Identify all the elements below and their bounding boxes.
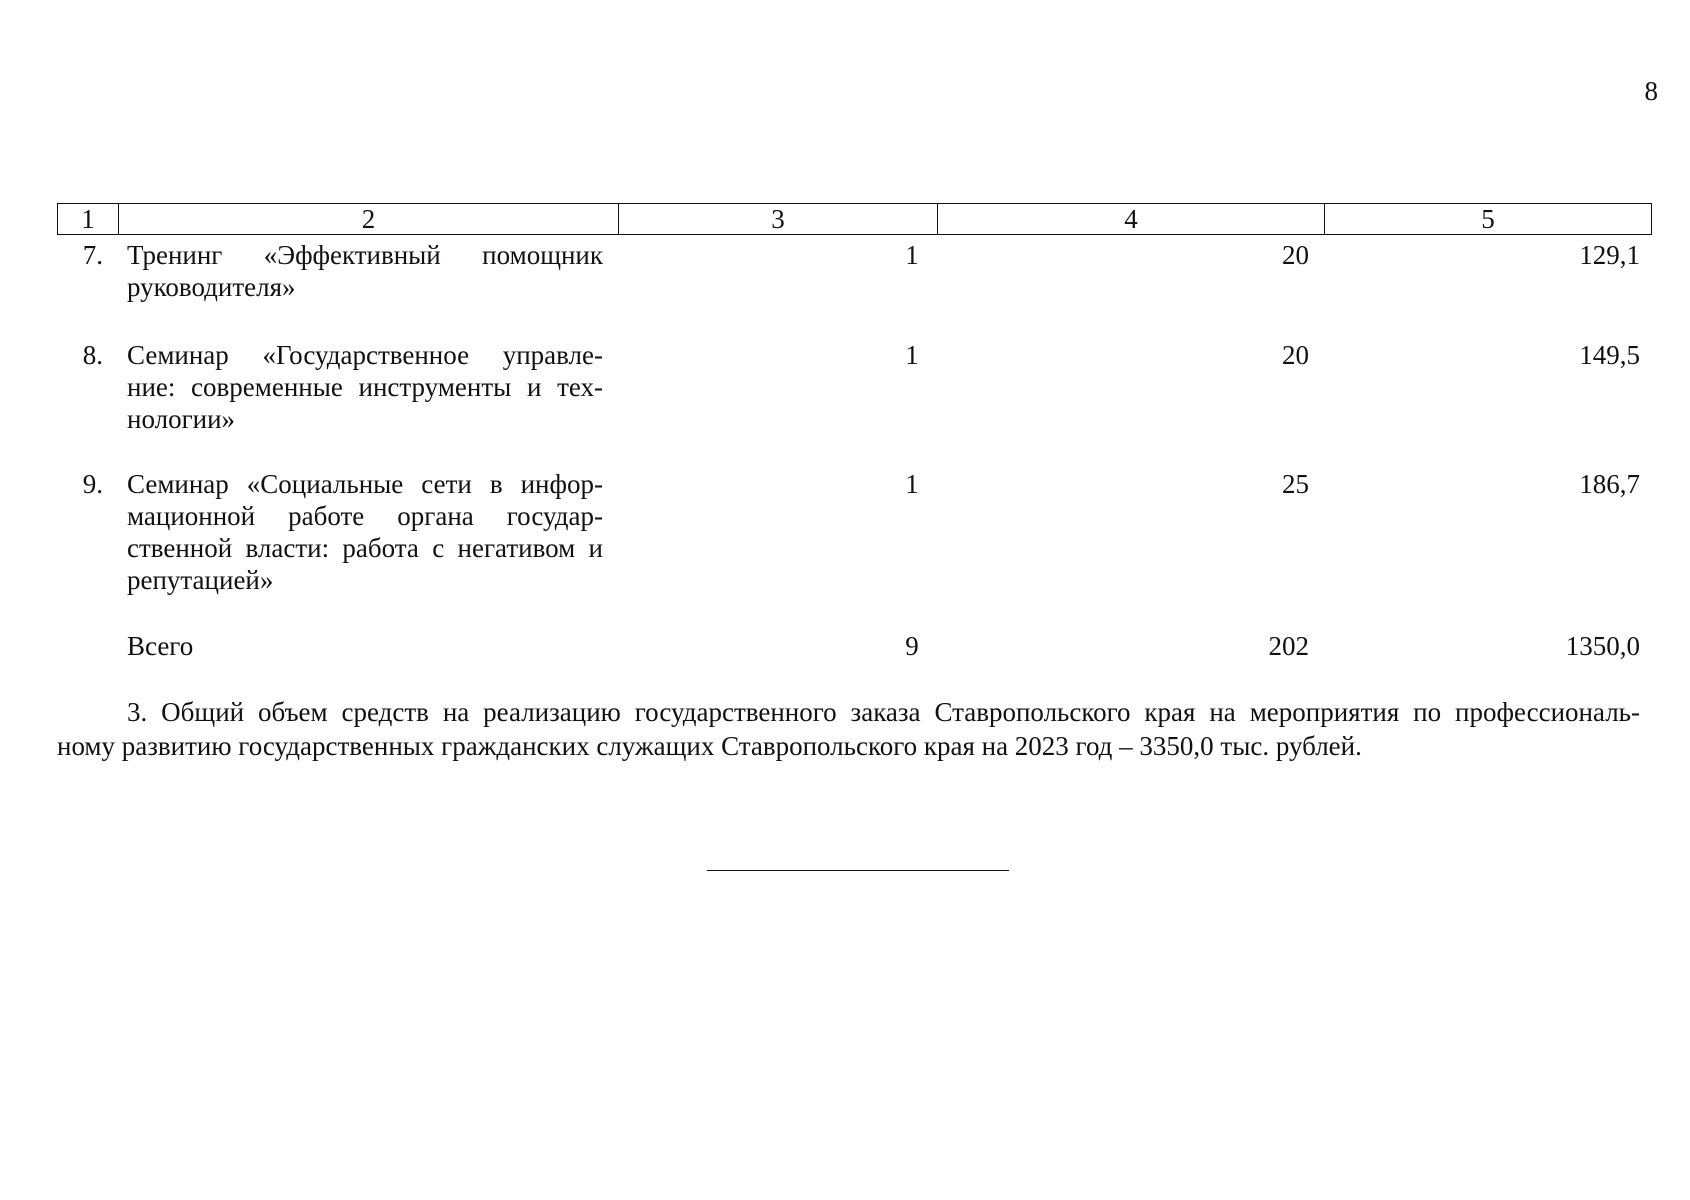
summary-paragraph [57, 695, 1640, 763]
row-number: 8. [82, 340, 103, 370]
row-col3: 1 [905, 240, 919, 270]
header-cell-4: 4 [938, 204, 1325, 234]
row-col5: 129,1 [1579, 240, 1640, 270]
end-divider [707, 870, 1009, 871]
header-cell-2: 2 [119, 204, 619, 234]
header-cell-3: 3 [619, 204, 938, 234]
total-col3: 9 [905, 631, 919, 661]
row-title-line: мационной работе органа государ- [127, 501, 603, 531]
total-label: Всего [127, 631, 194, 661]
row-title-line: репутацией» [127, 565, 274, 595]
row-title-line: Семинар «Государственное управле- [127, 340, 603, 370]
row-title [127, 239, 603, 303]
row-col4: 20 [1282, 240, 1309, 270]
total-col5: 1350,0 [1565, 631, 1640, 661]
row-col5: 186,7 [1579, 469, 1640, 499]
table-header [57, 203, 1652, 235]
row-title-line: нологии» [127, 404, 236, 434]
header-cell-1: 1 [58, 204, 119, 234]
paragraph-line: ному развитию государственных гражданских служащих Ставропольского края на 2023 год – 3350,0 тыс. рублей. [57, 731, 1362, 761]
row-col5: 149,5 [1579, 340, 1640, 370]
page-number: 8 [1644, 76, 1658, 106]
row-title [127, 468, 603, 596]
total-col4: 202 [1268, 631, 1309, 661]
row-title-line: ние: современные инструменты и тех- [127, 372, 603, 402]
row-col4: 20 [1282, 340, 1309, 370]
row-title-line: ственной власти: работа с негативом и [127, 533, 603, 563]
row-col3: 1 [905, 469, 919, 499]
row-title-line: Семинар «Социальные сети в инфор- [127, 469, 603, 499]
row-title [127, 339, 603, 435]
row-col4: 25 [1282, 469, 1309, 499]
row-title-line: руководителя» [127, 272, 296, 302]
row-number: 9. [82, 469, 103, 499]
row-number: 7. [82, 240, 103, 270]
header-cell-5: 5 [1481, 204, 1495, 234]
row-col3: 1 [905, 340, 919, 370]
paragraph-line: 3. Общий объем средств на реализацию государственного заказа Ставропольского края на мероприятия по профессиональ- [127, 697, 1640, 727]
row-title-line: Тренинг «Эффективный помощник [127, 240, 603, 270]
